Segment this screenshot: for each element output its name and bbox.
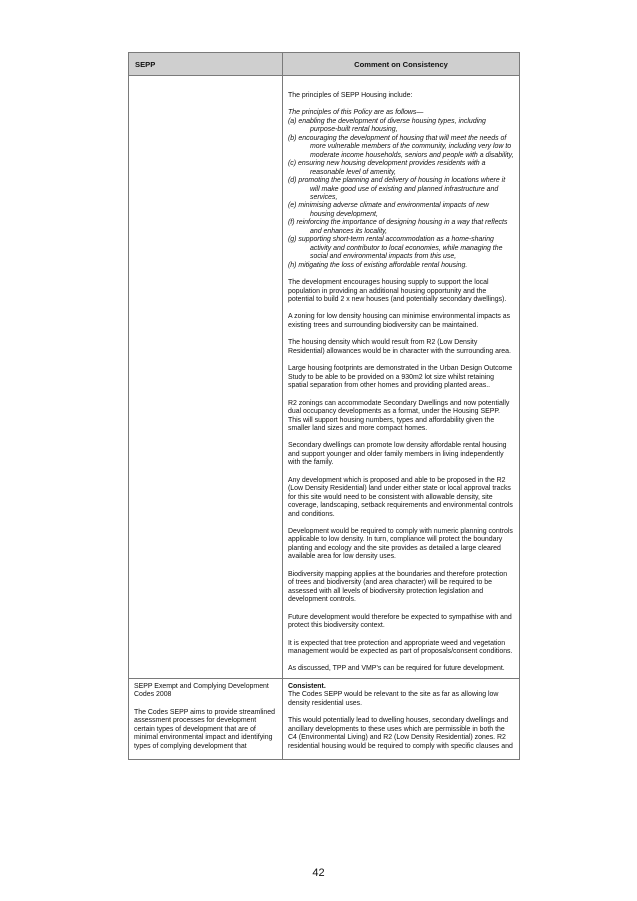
consistency-label: Consistent. [288, 682, 326, 690]
table-row [129, 678, 520, 759]
comment-paragraph: It is expected that tree protection and appropriate weed and vegetation management would be expected as part of proposals/consent conditions. [288, 639, 513, 656]
comment-paragraph: Secondary dwellings can promote low density affordable rental housing and support younger and older family members in living independently with the family. [288, 442, 507, 467]
header-sepp: SEPP [129, 53, 283, 76]
list-item: (h) mitigating the loss of existing affordable rental housing. [288, 261, 468, 269]
consistency-table [128, 52, 520, 760]
header-comment-on-consistency: Comment on Consistency [283, 53, 520, 76]
codes-comment-1: The Codes SEPP would be relevant to the site as far as allowing low density residential uses. [288, 691, 499, 707]
page-number: 42 [312, 867, 325, 879]
comment-paragraph: Future development would therefore be expected to sympathise with and protect this biodiversity context. [288, 613, 512, 630]
housing-intro: The principles of SEPP Housing include: [288, 92, 413, 99]
list-item: (c) ensuring new housing development provides residents with a reasonable level of amenity, [288, 160, 486, 176]
comment-paragraph: Development would be required to comply with numeric planning controls applicable to low density. In turn, compliance will protect the boundary planting and ecology and the site provides as detailed a large cleared available area for low density uses. [288, 528, 513, 561]
principles-list [288, 118, 514, 270]
list-item: (d) promoting the planning and delivery of housing in locations where it will make good use of existing and planned infrastructure and services, [288, 177, 506, 201]
list-item: (g) supporting short-term rental accommodation as a home-sharing activity and contributor to local economies, while managing the social and environmental impacts from this use, [288, 236, 503, 261]
housing-paragraphs [288, 279, 514, 674]
sepp-description: The Codes SEPP aims to provide streamlined assessment processes for development certain types of development that are of minimal environmental impact and identifying types of complying development that [134, 708, 276, 750]
table-row [129, 76, 520, 679]
comment-cell-housing [283, 76, 520, 679]
table-header-row [129, 53, 520, 76]
comment-paragraph: Large housing footprints are demonstrated in the Urban Design Outcome Study to be able to be provided on a 930m2 lot size whilst retaining spatial separation from other homes and providing planted areas.. [288, 365, 513, 390]
comment-paragraph: The housing density which would result from R2 (Low Density Residential) allowances would be in character with the surrounding area. [288, 339, 511, 355]
comment-paragraph: R2 zonings can accommodate Secondary Dwellings and now potentially dual occupancy developments as a format, under the Housing SEPP. This will support housing numbers, types and affordability given the smaller land sizes and more compact homes. [288, 399, 510, 432]
comment-cell-codes [283, 678, 520, 759]
list-item: (b) encouraging the development of housing that will meet the needs of more vulnerable members of the community, including very low to moderate income households, seniors and people with a disability, [288, 134, 514, 159]
comment-paragraph: The development encourages housing supply to support the local population in providing an additional housing opportunity and the potential to build 2 x new houses (and potentially secondary dwellings). [288, 279, 507, 303]
sepp-cell-empty [129, 76, 283, 679]
list-item: (a) enabling the development of diverse housing types, including purpose-built rental housing, [288, 117, 486, 134]
comment-paragraph: A zoning for low density housing can minimise environmental impacts as existing trees and surrounding biodiversity can be maintained. [288, 313, 511, 329]
list-item: (e) minimising adverse climate and environmental impacts of new housing development, [288, 202, 489, 218]
comment-paragraph: Any development which is proposed and able to be proposed in the R2 (Low Density Residential) land under either state or local approval tracks for this site would need to be consistent with allowable density, site coverage, landscaping, setback requirements and environmental controls and conditions. [288, 476, 513, 518]
list-item: (f) reinforcing the importance of designing housing in a way that reflects and enhances its locality, [288, 219, 508, 235]
codes-comment-2: This would potentially lead to dwelling houses, secondary dwellings and ancillary developments to these uses which are permissible in both the C4 (Environmental Living) and R2 (Low Density Residential) zones. R2 residential housing would be required to comply with specific clauses and [288, 717, 513, 750]
sepp-cell-codes [129, 678, 283, 759]
sepp-title: SEPP Exempt and Complying Development Codes 2008 [134, 682, 269, 699]
comment-paragraph: As discussed, TPP and VMP’s can be required for future development. [288, 665, 505, 673]
principles-intro: The principles of this Policy are as follows— [288, 109, 424, 117]
comment-paragraph: Biodiversity mapping applies at the boundaries and therefore protection of trees and biodiversity (and area character) will be required to be assessed with all levels of biodiversity protection legislation and development controls. [288, 570, 508, 604]
